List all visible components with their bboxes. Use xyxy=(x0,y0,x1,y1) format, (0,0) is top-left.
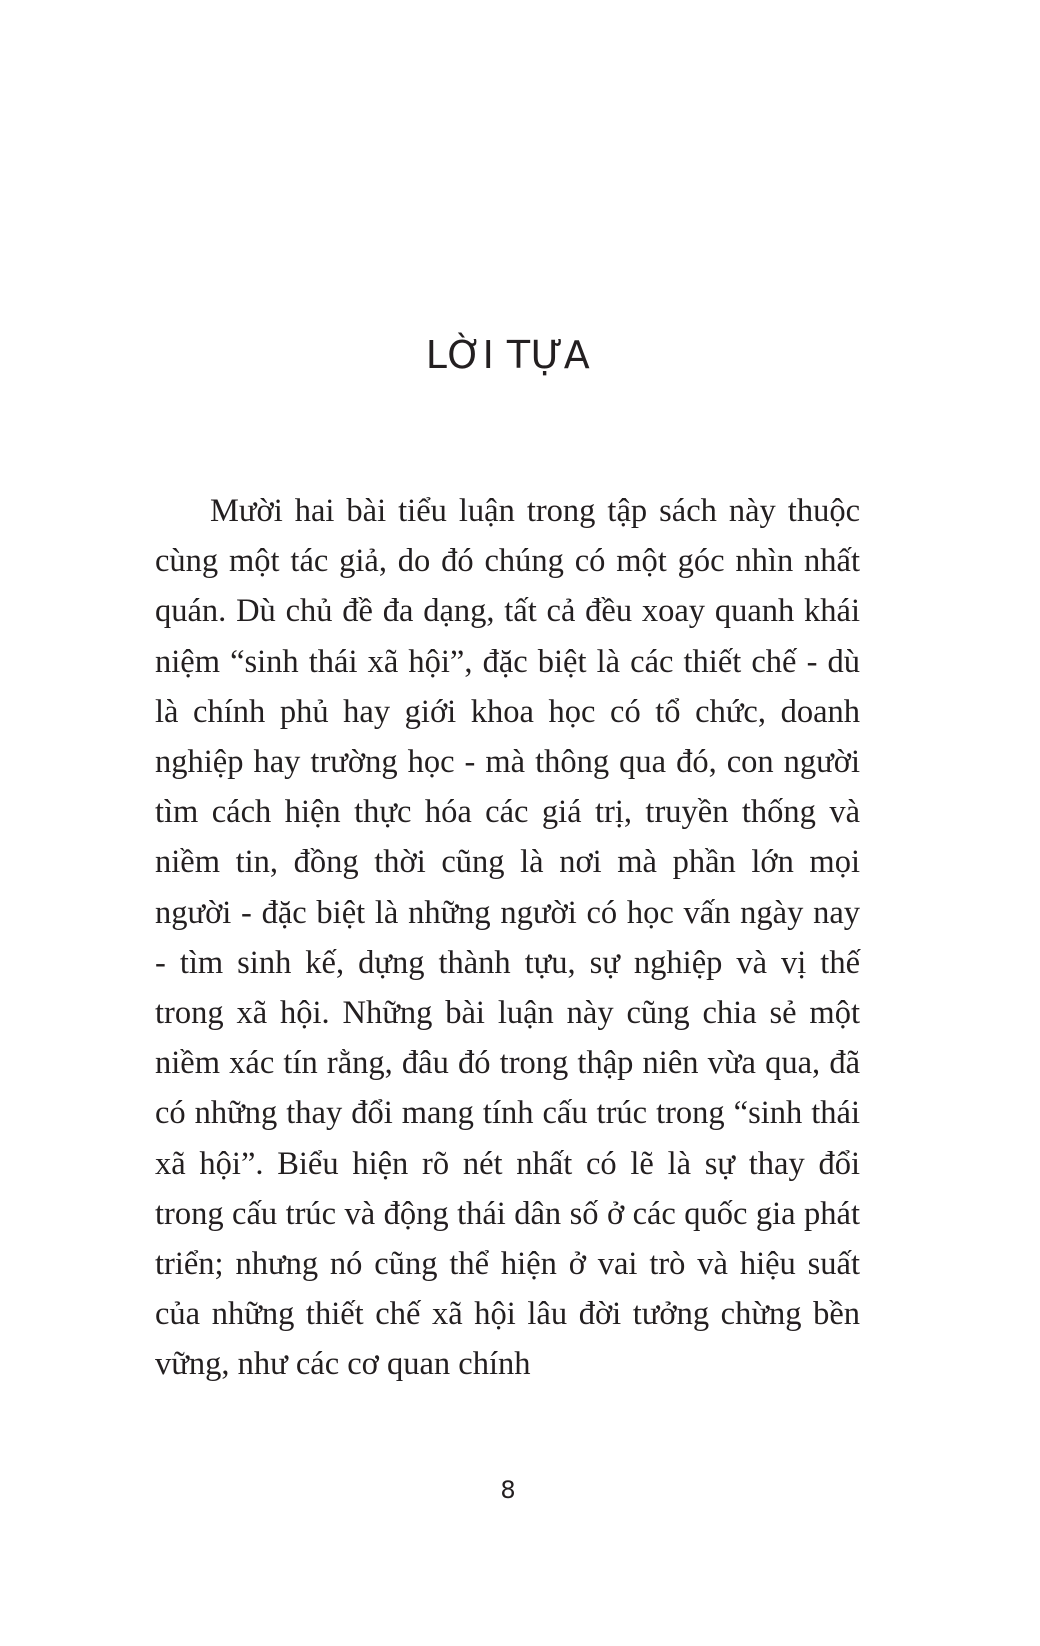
chapter-title: LỜI TỰA xyxy=(425,333,591,377)
page-number: 8 xyxy=(500,1476,516,1504)
body-paragraph: Mười hai bài tiểu luận trong tập sách này thuộc cùng một tác giả, do đó chúng có một góc nhìn nhất quán. Dù chủ đề đa dạng, tất cả đều xoay quanh khái niệm “sinh thái xã hội”, đặc biệt là các thiết chế - dù là chính phủ hay giới khoa học có tổ chức, doanh nghiệp hay trường học - mà thông qua đó, con người tìm cách hiện thực hóa các giá trị, truyền thống và niềm tin, đồng thời cũng là nơi mà phần lớn mọi người - đặc biệt là những người có học vấn ngày nay - tìm sinh kế, dựng thành tựu, sự nghiệp và vị thế trong xã hội. Những bài luận này cũng chia sẻ một niềm xác tín rằng, đâu đó trong thập niên vừa qua, đã có những thay đổi mang tính cấu trúc trong “sinh thái xã hội”. Biểu hiện rõ nét nhất có lẽ là sự thay đổi trong cấu trúc và động thái dân số ở các quốc gia phát triển; nhưng nó cũng thể hiện ở vai trò và hiệu suất của những thiết chế xã hội lâu đời tưởng chừng bền vững, như các cơ quan chính xyxy=(155,493,860,1383)
